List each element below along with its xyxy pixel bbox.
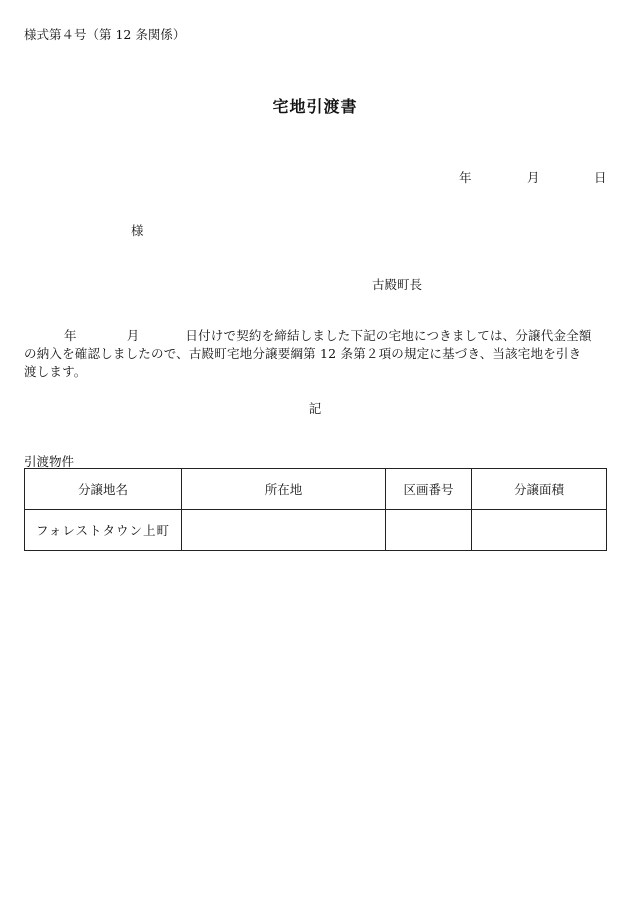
table-header-row <box>25 469 607 510</box>
issuer: 古殿町長 <box>372 277 423 292</box>
cell-lot-number <box>386 510 472 551</box>
cell-location <box>182 510 386 551</box>
date-month-label: 月 <box>527 170 540 185</box>
body-line-3: 渡します。 <box>24 364 87 379</box>
body-text <box>24 327 606 381</box>
table-caption: 引渡物件 <box>24 454 75 469</box>
addressee-honorific: 様 <box>131 223 144 238</box>
header-subdivision-name: 分譲地名 <box>25 469 182 510</box>
body-month-label: 月 <box>126 328 140 343</box>
header-location: 所在地 <box>182 469 386 510</box>
header-lot-number: 区画番号 <box>386 469 472 510</box>
header-area: 分譲面積 <box>472 469 607 510</box>
body-line-2: の納入を確認しましたので、古殿町宅地分譲要綱第 12 条第２項の規定に基づき、当該宅地を引き <box>24 346 582 361</box>
date-day-label: 日 <box>594 170 607 185</box>
ki-heading: 記 <box>308 401 322 416</box>
body-year-label: 年 <box>64 328 77 343</box>
property-table <box>24 468 607 551</box>
body-line-1-text: 日付けで契約を締結しました下記の宅地につきましては、分譲代金全額 <box>185 328 592 343</box>
form-number: 様式第４号（第 12 条関係） <box>24 27 186 42</box>
table-row <box>25 510 607 551</box>
document-title: 宅地引渡書 <box>272 97 358 116</box>
cell-area <box>472 510 607 551</box>
cell-subdivision-name: フォレストタウン上町 <box>25 510 182 551</box>
body-line-1 <box>24 327 606 345</box>
date-year-label: 年 <box>459 170 472 185</box>
